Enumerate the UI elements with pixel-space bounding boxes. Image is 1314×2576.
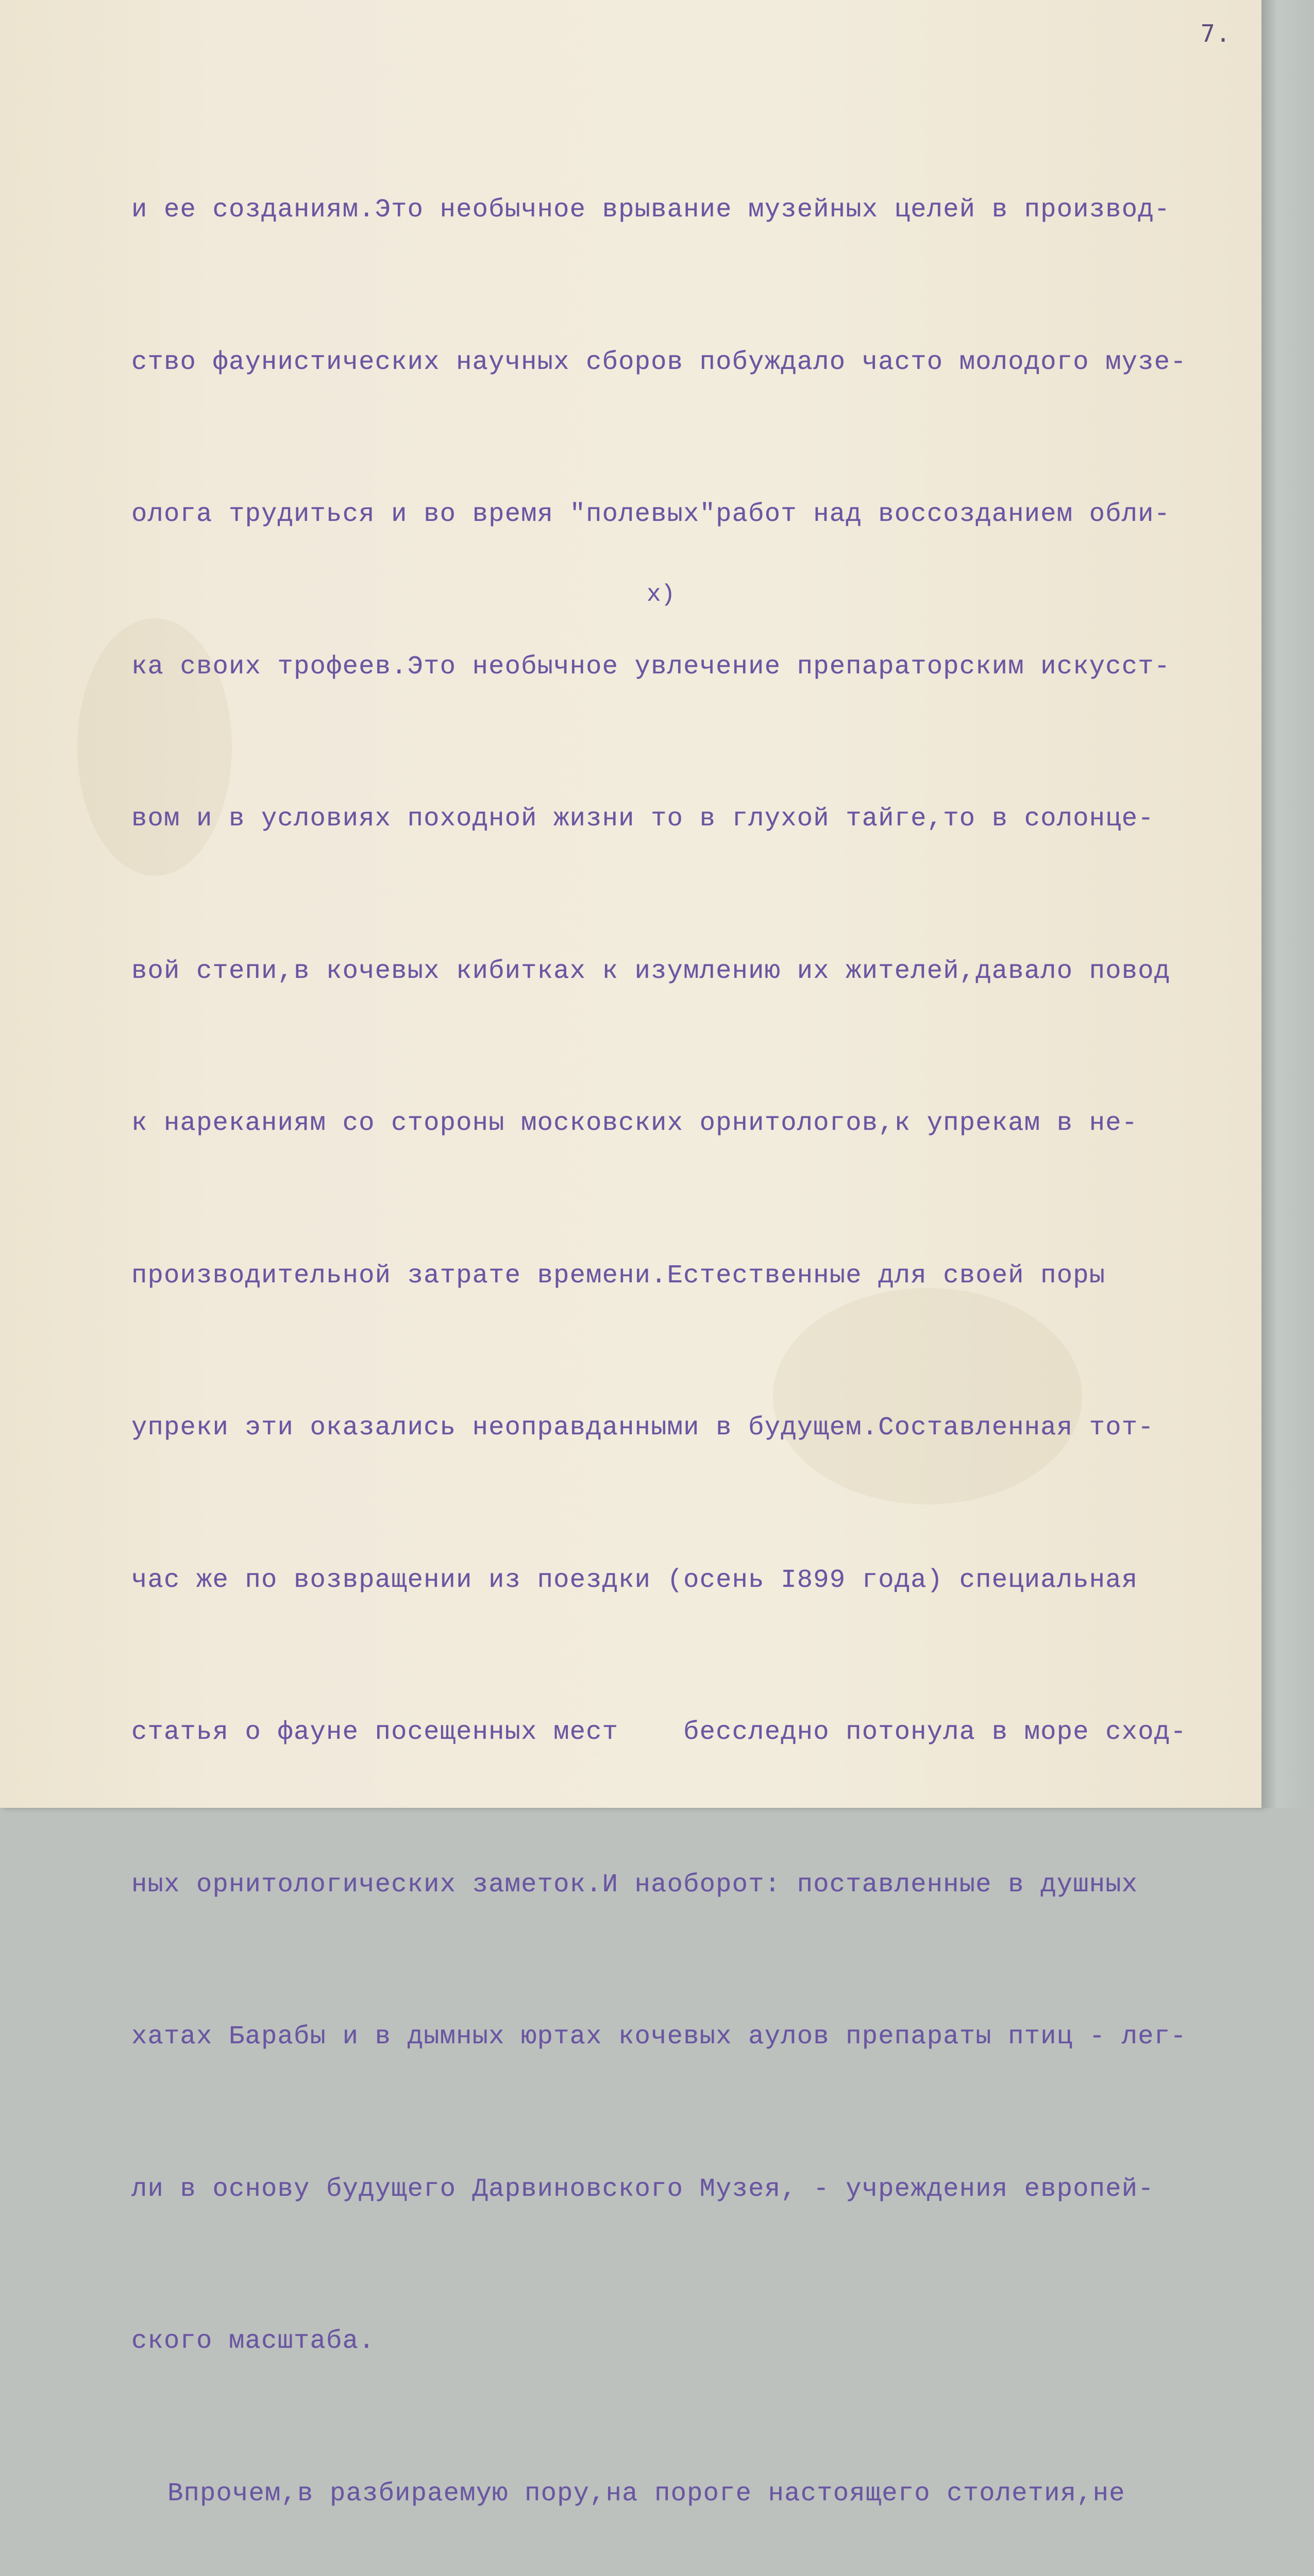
text-line: хатах Барабы и в дымных юртах кочевых аулов препараты птиц - лег- — [131, 2022, 1187, 2052]
typed-text-body — [131, 83, 1244, 2576]
text-line: вом и в условиях походной жизни то в глухой тайге,то в солонце- — [131, 804, 1154, 834]
text-line: час же по возвращении из поездки (осень I899 года) специальная — [131, 1565, 1138, 1595]
text-line: ство фаунистических научных сборов побуждало часто молодого музе- — [131, 347, 1187, 377]
text-line: вой степи,в кочевых кибитках к изумлению их жителей,давало повод — [131, 956, 1171, 986]
text-line: олога трудиться и во время "полевых"работ над воссозданием обли- — [131, 500, 1171, 529]
text-line: производительной затрате времени.Естественные для своей поры — [131, 1261, 1106, 1291]
text-line: ского масштаба. — [131, 2327, 375, 2356]
paragraph-start-line: Впрочем,в разбираемую пору,на пороге настоящего столетия,не — [167, 2479, 1125, 2509]
text-line: и ее созданиям.Это необычное врывание музейных целей в производ- — [131, 195, 1171, 225]
text-line: ка своих трофеев.Это необычное увлечение препараторским искусст- — [131, 652, 1171, 682]
footnote-mark: x) — [647, 581, 676, 608]
text-line: статья о фауне посещенных мест бесследно потонула в море сход- — [131, 1718, 1187, 1747]
text-line: к нареканиям со стороны московских орнитологов,к упрекам в не- — [131, 1109, 1138, 1138]
text-line: упреки эти оказались неоправданными в будущем.Составленная тот- — [131, 1413, 1154, 1443]
text-line: ных орнитологических заметок.И наоборот: поставленные в душных — [131, 1870, 1138, 1900]
text-line: ли в основу будущего Дарвиновского Музея, - учреждения европей- — [131, 2174, 1154, 2204]
page-number: 7. — [1201, 20, 1232, 47]
scanner-background — [1261, 0, 1314, 1808]
